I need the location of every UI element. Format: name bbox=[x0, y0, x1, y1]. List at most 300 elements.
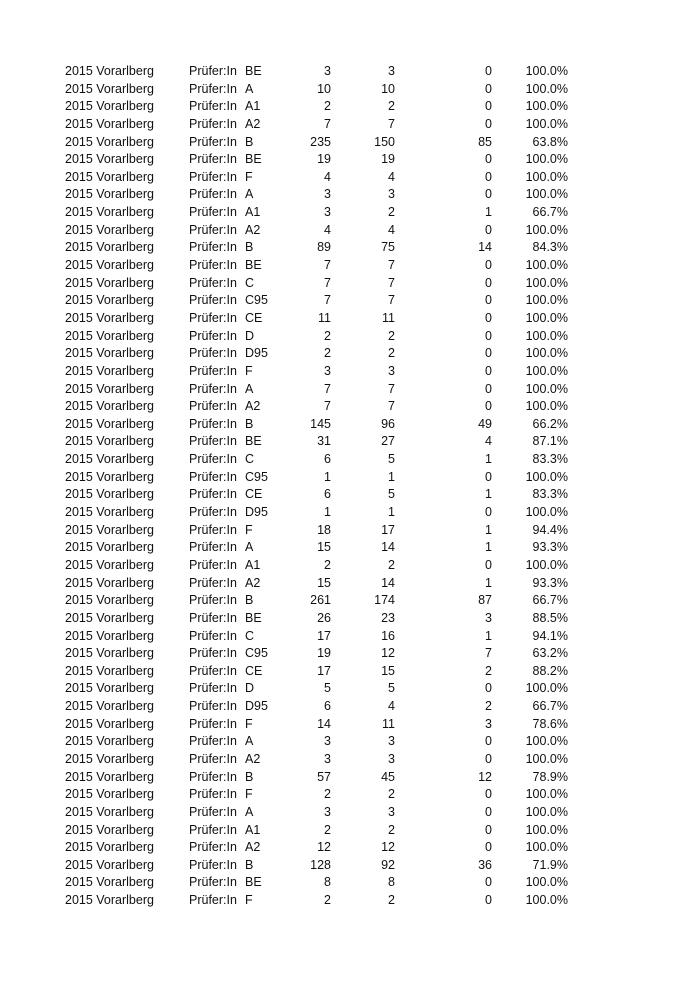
role-cell: Prüfer:In bbox=[189, 64, 237, 78]
failed-count-cell: 1 bbox=[485, 205, 492, 220]
role-cell: Prüfer:In bbox=[189, 699, 237, 714]
passed-count-cell: 1 bbox=[388, 505, 395, 520]
passed-count-cell: 16 bbox=[381, 628, 395, 643]
license-class-cell: D95 bbox=[245, 699, 268, 714]
pass-rate-cell: 66.7% bbox=[532, 699, 568, 714]
passed-count-cell: 4 bbox=[388, 699, 395, 714]
license-class-cell: A1 bbox=[245, 822, 261, 837]
total-count-cell: 2 bbox=[324, 822, 331, 837]
region-cell: 2015 Vorarlberg bbox=[65, 487, 154, 502]
total-count-cell: 89 bbox=[317, 240, 331, 255]
table-row bbox=[0, 134, 700, 152]
total-count-cell: 19 bbox=[317, 152, 331, 167]
role-cell: Prüfer:In bbox=[189, 681, 237, 696]
total-count-cell: 2 bbox=[324, 893, 331, 908]
failed-count-cell: 7 bbox=[485, 646, 492, 661]
license-class-cell: BE bbox=[245, 875, 262, 890]
passed-count-cell: 23 bbox=[381, 610, 395, 625]
pass-rate-cell: 83.3% bbox=[532, 487, 568, 502]
license-class-cell: F bbox=[245, 522, 253, 537]
role-cell: Prüfer:In bbox=[189, 628, 237, 643]
region-cell: 2015 Vorarlberg bbox=[65, 610, 154, 625]
region-cell: 2015 Vorarlberg bbox=[65, 716, 154, 731]
pass-rate-cell: 87.1% bbox=[532, 434, 568, 449]
role-cell: Prüfer:In bbox=[189, 81, 237, 96]
total-count-cell: 26 bbox=[317, 610, 331, 625]
table-row bbox=[0, 451, 700, 469]
passed-count-cell: 2 bbox=[388, 822, 395, 837]
pass-rate-cell: 100.0% bbox=[525, 557, 568, 572]
role-cell: Prüfer:In bbox=[189, 469, 237, 484]
table-row bbox=[0, 804, 700, 822]
passed-count-cell: 4 bbox=[388, 222, 395, 237]
region-cell: 2015 Vorarlberg bbox=[65, 699, 154, 714]
license-class-cell: A2 bbox=[245, 116, 261, 131]
region-cell: 2015 Vorarlberg bbox=[65, 81, 154, 96]
license-class-cell: F bbox=[245, 716, 253, 731]
failed-count-cell: 0 bbox=[485, 840, 492, 855]
pass-rate-cell: 100.0% bbox=[525, 875, 568, 890]
license-class-cell: CE bbox=[245, 663, 263, 678]
table-row bbox=[0, 786, 700, 804]
total-count-cell: 3 bbox=[324, 363, 331, 378]
failed-count-cell: 1 bbox=[485, 522, 492, 537]
license-class-cell: C bbox=[245, 628, 255, 643]
passed-count-cell: 3 bbox=[388, 751, 395, 766]
failed-count-cell: 0 bbox=[485, 787, 492, 802]
passed-count-cell: 12 bbox=[381, 840, 395, 855]
license-class-cell: A2 bbox=[245, 575, 261, 590]
total-count-cell: 10 bbox=[317, 81, 331, 96]
region-cell: 2015 Vorarlberg bbox=[65, 505, 154, 520]
region-cell: 2015 Vorarlberg bbox=[65, 328, 154, 343]
table-row bbox=[0, 63, 700, 81]
total-count-cell: 5 bbox=[324, 681, 331, 696]
role-cell: Prüfer:In bbox=[189, 522, 237, 537]
role-cell: Prüfer:In bbox=[189, 575, 237, 590]
passed-count-cell: 92 bbox=[381, 857, 395, 872]
passed-count-cell: 2 bbox=[388, 205, 395, 220]
license-class-cell: A bbox=[245, 381, 254, 396]
license-class-cell: B bbox=[245, 593, 254, 608]
pass-rate-cell: 100.0% bbox=[525, 258, 568, 273]
passed-count-cell: 2 bbox=[388, 99, 395, 114]
role-cell: Prüfer:In bbox=[189, 663, 237, 678]
pass-rate-cell: 100.0% bbox=[525, 822, 568, 837]
failed-count-cell: 2 bbox=[485, 663, 492, 678]
passed-count-cell: 5 bbox=[388, 681, 395, 696]
table-row bbox=[0, 680, 700, 698]
table-row bbox=[0, 504, 700, 522]
failed-count-cell: 3 bbox=[485, 716, 492, 731]
region-cell: 2015 Vorarlberg bbox=[65, 734, 154, 749]
passed-count-cell: 7 bbox=[388, 116, 395, 131]
failed-count-cell: 0 bbox=[485, 804, 492, 819]
failed-count-cell: 0 bbox=[485, 346, 492, 361]
failed-count-cell: 12 bbox=[478, 769, 492, 784]
pass-rate-cell: 63.8% bbox=[532, 134, 568, 149]
failed-count-cell: 0 bbox=[485, 293, 492, 308]
license-class-cell: D95 bbox=[245, 505, 268, 520]
table-row bbox=[0, 345, 700, 363]
failed-count-cell: 1 bbox=[485, 452, 492, 467]
role-cell: Prüfer:In bbox=[189, 328, 237, 343]
pass-rate-cell: 78.9% bbox=[532, 769, 568, 784]
region-cell: 2015 Vorarlberg bbox=[65, 875, 154, 890]
role-cell: Prüfer:In bbox=[189, 487, 237, 502]
passed-count-cell: 1 bbox=[388, 469, 395, 484]
table-row bbox=[0, 857, 700, 875]
region-cell: 2015 Vorarlberg bbox=[65, 99, 154, 114]
pass-rate-cell: 100.0% bbox=[525, 787, 568, 802]
failed-count-cell: 1 bbox=[485, 487, 492, 502]
license-class-cell: F bbox=[245, 363, 253, 378]
passed-count-cell: 2 bbox=[388, 893, 395, 908]
table-row bbox=[0, 239, 700, 257]
pass-rate-cell: 88.5% bbox=[532, 610, 568, 625]
role-cell: Prüfer:In bbox=[189, 134, 237, 149]
failed-count-cell: 0 bbox=[485, 258, 492, 273]
region-cell: 2015 Vorarlberg bbox=[65, 575, 154, 590]
passed-count-cell: 174 bbox=[374, 593, 395, 608]
role-cell: Prüfer:In bbox=[189, 275, 237, 290]
failed-count-cell: 85 bbox=[478, 134, 492, 149]
license-class-cell: D95 bbox=[245, 346, 268, 361]
passed-count-cell: 3 bbox=[388, 363, 395, 378]
table-row bbox=[0, 81, 700, 99]
failed-count-cell: 0 bbox=[485, 751, 492, 766]
region-cell: 2015 Vorarlberg bbox=[65, 469, 154, 484]
total-count-cell: 3 bbox=[324, 187, 331, 202]
role-cell: Prüfer:In bbox=[189, 840, 237, 855]
role-cell: Prüfer:In bbox=[189, 399, 237, 414]
failed-count-cell: 0 bbox=[485, 152, 492, 167]
region-cell: 2015 Vorarlberg bbox=[65, 205, 154, 220]
failed-count-cell: 0 bbox=[485, 310, 492, 325]
passed-count-cell: 10 bbox=[381, 81, 395, 96]
total-count-cell: 19 bbox=[317, 646, 331, 661]
license-class-cell: A2 bbox=[245, 399, 261, 414]
pass-rate-cell: 100.0% bbox=[525, 751, 568, 766]
role-cell: Prüfer:In bbox=[189, 875, 237, 890]
passed-count-cell: 3 bbox=[388, 734, 395, 749]
table-row bbox=[0, 557, 700, 575]
pass-rate-cell: 100.0% bbox=[525, 310, 568, 325]
pass-rate-cell: 100.0% bbox=[525, 893, 568, 908]
region-cell: 2015 Vorarlberg bbox=[65, 663, 154, 678]
pass-rate-cell: 100.0% bbox=[525, 469, 568, 484]
region-cell: 2015 Vorarlberg bbox=[65, 522, 154, 537]
failed-count-cell: 0 bbox=[485, 469, 492, 484]
passed-count-cell: 8 bbox=[388, 875, 395, 890]
failed-count-cell: 0 bbox=[485, 99, 492, 114]
region-cell: 2015 Vorarlberg bbox=[65, 593, 154, 608]
license-class-cell: C bbox=[245, 275, 255, 290]
total-count-cell: 2 bbox=[324, 346, 331, 361]
license-class-cell: D bbox=[245, 681, 255, 696]
region-cell: 2015 Vorarlberg bbox=[65, 363, 154, 378]
role-cell: Prüfer:In bbox=[189, 610, 237, 625]
failed-count-cell: 0 bbox=[485, 681, 492, 696]
failed-count-cell: 0 bbox=[485, 505, 492, 520]
passed-count-cell: 14 bbox=[381, 540, 395, 555]
total-count-cell: 31 bbox=[317, 434, 331, 449]
table-row bbox=[0, 698, 700, 716]
failed-count-cell: 0 bbox=[485, 557, 492, 572]
region-cell: 2015 Vorarlberg bbox=[65, 240, 154, 255]
failed-count-cell: 1 bbox=[485, 575, 492, 590]
passed-count-cell: 14 bbox=[381, 575, 395, 590]
role-cell: Prüfer:In bbox=[189, 557, 237, 572]
role-cell: Prüfer:In bbox=[189, 293, 237, 308]
table-row bbox=[0, 416, 700, 434]
total-count-cell: 128 bbox=[310, 857, 331, 872]
pass-rate-cell: 100.0% bbox=[525, 64, 568, 78]
total-count-cell: 3 bbox=[324, 205, 331, 220]
region-cell: 2015 Vorarlberg bbox=[65, 399, 154, 414]
pass-rate-cell: 100.0% bbox=[525, 346, 568, 361]
pass-rate-cell: 94.4% bbox=[532, 522, 568, 537]
license-class-cell: A bbox=[245, 804, 254, 819]
total-count-cell: 7 bbox=[324, 381, 331, 396]
pass-rate-cell: 94.1% bbox=[532, 628, 568, 643]
pass-rate-cell: 78.6% bbox=[532, 716, 568, 731]
total-count-cell: 3 bbox=[324, 751, 331, 766]
failed-count-cell: 0 bbox=[485, 328, 492, 343]
region-cell: 2015 Vorarlberg bbox=[65, 557, 154, 572]
license-class-cell: BE bbox=[245, 258, 262, 273]
pass-rate-cell: 84.3% bbox=[532, 240, 568, 255]
pass-rate-cell: 100.0% bbox=[525, 222, 568, 237]
region-cell: 2015 Vorarlberg bbox=[65, 381, 154, 396]
pass-rate-cell: 100.0% bbox=[525, 804, 568, 819]
pass-rate-cell: 100.0% bbox=[525, 152, 568, 167]
license-class-cell: C95 bbox=[245, 293, 268, 308]
total-count-cell: 2 bbox=[324, 328, 331, 343]
failed-count-cell: 49 bbox=[478, 416, 492, 431]
role-cell: Prüfer:In bbox=[189, 346, 237, 361]
failed-count-cell: 36 bbox=[478, 857, 492, 872]
license-class-cell: C95 bbox=[245, 469, 268, 484]
region-cell: 2015 Vorarlberg bbox=[65, 769, 154, 784]
license-class-cell: BE bbox=[245, 64, 262, 78]
role-cell: Prüfer:In bbox=[189, 505, 237, 520]
table-row bbox=[0, 751, 700, 769]
table-row bbox=[0, 486, 700, 504]
license-class-cell: CE bbox=[245, 310, 263, 325]
table-row bbox=[0, 892, 700, 910]
passed-count-cell: 7 bbox=[388, 275, 395, 290]
passed-count-cell: 17 bbox=[381, 522, 395, 537]
total-count-cell: 4 bbox=[324, 169, 331, 184]
failed-count-cell: 4 bbox=[485, 434, 492, 449]
failed-count-cell: 0 bbox=[485, 275, 492, 290]
role-cell: Prüfer:In bbox=[189, 187, 237, 202]
failed-count-cell: 0 bbox=[485, 64, 492, 78]
passed-count-cell: 7 bbox=[388, 381, 395, 396]
role-cell: Prüfer:In bbox=[189, 804, 237, 819]
table-row bbox=[0, 539, 700, 557]
region-cell: 2015 Vorarlberg bbox=[65, 64, 154, 78]
role-cell: Prüfer:In bbox=[189, 416, 237, 431]
role-cell: Prüfer:In bbox=[189, 116, 237, 131]
role-cell: Prüfer:In bbox=[189, 593, 237, 608]
total-count-cell: 1 bbox=[324, 505, 331, 520]
failed-count-cell: 2 bbox=[485, 699, 492, 714]
failed-count-cell: 0 bbox=[485, 363, 492, 378]
total-count-cell: 235 bbox=[310, 134, 331, 149]
total-count-cell: 2 bbox=[324, 557, 331, 572]
table-row bbox=[0, 151, 700, 169]
passed-count-cell: 3 bbox=[388, 804, 395, 819]
role-cell: Prüfer:In bbox=[189, 822, 237, 837]
total-count-cell: 17 bbox=[317, 663, 331, 678]
pass-rate-cell: 100.0% bbox=[525, 116, 568, 131]
pass-rate-cell: 63.2% bbox=[532, 646, 568, 661]
pass-rate-cell: 71.9% bbox=[532, 857, 568, 872]
role-cell: Prüfer:In bbox=[189, 540, 237, 555]
license-class-cell: BE bbox=[245, 152, 262, 167]
passed-count-cell: 2 bbox=[388, 328, 395, 343]
failed-count-cell: 0 bbox=[485, 187, 492, 202]
total-count-cell: 4 bbox=[324, 222, 331, 237]
region-cell: 2015 Vorarlberg bbox=[65, 169, 154, 184]
license-class-cell: B bbox=[245, 416, 254, 431]
region-cell: 2015 Vorarlberg bbox=[65, 434, 154, 449]
passed-count-cell: 75 bbox=[381, 240, 395, 255]
region-cell: 2015 Vorarlberg bbox=[65, 804, 154, 819]
passed-count-cell: 19 bbox=[381, 152, 395, 167]
role-cell: Prüfer:In bbox=[189, 99, 237, 114]
total-count-cell: 7 bbox=[324, 258, 331, 273]
role-cell: Prüfer:In bbox=[189, 787, 237, 802]
license-class-cell: A2 bbox=[245, 751, 261, 766]
pass-rate-cell: 100.0% bbox=[525, 99, 568, 114]
region-cell: 2015 Vorarlberg bbox=[65, 275, 154, 290]
license-class-cell: B bbox=[245, 857, 254, 872]
table-row bbox=[0, 610, 700, 628]
license-class-cell: D bbox=[245, 328, 255, 343]
region-cell: 2015 Vorarlberg bbox=[65, 893, 154, 908]
table-row bbox=[0, 645, 700, 663]
pass-rate-cell: 100.0% bbox=[525, 328, 568, 343]
license-class-cell: B bbox=[245, 134, 254, 149]
failed-count-cell: 0 bbox=[485, 734, 492, 749]
table-row bbox=[0, 292, 700, 310]
pass-rate-cell: 100.0% bbox=[525, 381, 568, 396]
region-cell: 2015 Vorarlberg bbox=[65, 116, 154, 131]
passed-count-cell: 150 bbox=[374, 134, 395, 149]
role-cell: Prüfer:In bbox=[189, 240, 237, 255]
passed-count-cell: 3 bbox=[388, 64, 395, 78]
role-cell: Prüfer:In bbox=[189, 258, 237, 273]
region-cell: 2015 Vorarlberg bbox=[65, 187, 154, 202]
table-row bbox=[0, 116, 700, 134]
passed-count-cell: 2 bbox=[388, 346, 395, 361]
table-row bbox=[0, 769, 700, 787]
passed-count-cell: 3 bbox=[388, 187, 395, 202]
table-row bbox=[0, 169, 700, 187]
region-cell: 2015 Vorarlberg bbox=[65, 452, 154, 467]
region-cell: 2015 Vorarlberg bbox=[65, 152, 154, 167]
region-cell: 2015 Vorarlberg bbox=[65, 822, 154, 837]
region-cell: 2015 Vorarlberg bbox=[65, 857, 154, 872]
failed-count-cell: 14 bbox=[478, 240, 492, 255]
region-cell: 2015 Vorarlberg bbox=[65, 628, 154, 643]
failed-count-cell: 0 bbox=[485, 81, 492, 96]
failed-count-cell: 0 bbox=[485, 893, 492, 908]
pass-rate-cell: 66.2% bbox=[532, 416, 568, 431]
total-count-cell: 2 bbox=[324, 787, 331, 802]
table-row bbox=[0, 663, 700, 681]
role-cell: Prüfer:In bbox=[189, 222, 237, 237]
passed-count-cell: 7 bbox=[388, 293, 395, 308]
license-class-cell: A2 bbox=[245, 222, 261, 237]
role-cell: Prüfer:In bbox=[189, 734, 237, 749]
passed-count-cell: 7 bbox=[388, 399, 395, 414]
table-row bbox=[0, 716, 700, 734]
region-cell: 2015 Vorarlberg bbox=[65, 346, 154, 361]
passed-count-cell: 4 bbox=[388, 169, 395, 184]
passed-count-cell: 12 bbox=[381, 646, 395, 661]
pass-rate-cell: 88.2% bbox=[532, 663, 568, 678]
table-row bbox=[0, 310, 700, 328]
table-row bbox=[0, 275, 700, 293]
region-cell: 2015 Vorarlberg bbox=[65, 540, 154, 555]
table-row bbox=[0, 398, 700, 416]
license-class-cell: C bbox=[245, 452, 255, 467]
total-count-cell: 7 bbox=[324, 399, 331, 414]
total-count-cell: 1 bbox=[324, 469, 331, 484]
table-row bbox=[0, 222, 700, 240]
total-count-cell: 7 bbox=[324, 275, 331, 290]
data-table bbox=[0, 63, 700, 910]
table-row bbox=[0, 628, 700, 646]
total-count-cell: 18 bbox=[317, 522, 331, 537]
license-class-cell: A bbox=[245, 540, 254, 555]
role-cell: Prüfer:In bbox=[189, 646, 237, 661]
region-cell: 2015 Vorarlberg bbox=[65, 222, 154, 237]
role-cell: Prüfer:In bbox=[189, 205, 237, 220]
table-row bbox=[0, 522, 700, 540]
license-class-cell: A bbox=[245, 187, 254, 202]
pass-rate-cell: 100.0% bbox=[525, 293, 568, 308]
license-class-cell: A bbox=[245, 81, 254, 96]
failed-count-cell: 1 bbox=[485, 628, 492, 643]
total-count-cell: 6 bbox=[324, 699, 331, 714]
role-cell: Prüfer:In bbox=[189, 310, 237, 325]
table-row bbox=[0, 733, 700, 751]
role-cell: Prüfer:In bbox=[189, 152, 237, 167]
failed-count-cell: 0 bbox=[485, 169, 492, 184]
table-row bbox=[0, 98, 700, 116]
total-count-cell: 11 bbox=[318, 310, 331, 325]
table-row bbox=[0, 874, 700, 892]
license-class-cell: A1 bbox=[245, 205, 261, 220]
license-class-cell: A bbox=[245, 734, 254, 749]
table-row bbox=[0, 186, 700, 204]
failed-count-cell: 0 bbox=[485, 222, 492, 237]
pass-rate-cell: 100.0% bbox=[525, 840, 568, 855]
passed-count-cell: 96 bbox=[381, 416, 395, 431]
license-class-cell: A1 bbox=[245, 99, 261, 114]
total-count-cell: 14 bbox=[317, 716, 331, 731]
region-cell: 2015 Vorarlberg bbox=[65, 751, 154, 766]
role-cell: Prüfer:In bbox=[189, 452, 237, 467]
pass-rate-cell: 100.0% bbox=[525, 363, 568, 378]
table-row bbox=[0, 469, 700, 487]
role-cell: Prüfer:In bbox=[189, 857, 237, 872]
